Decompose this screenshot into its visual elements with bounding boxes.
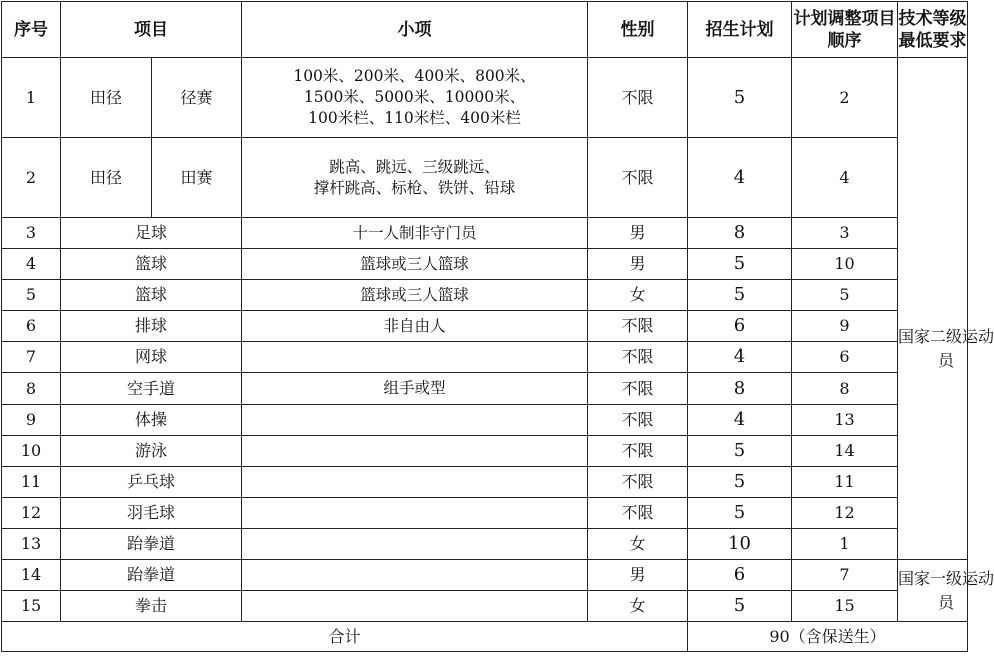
row-project: 拳击 <box>61 591 242 622</box>
row-gender: 不限 <box>588 58 688 138</box>
row-seq: 15 <box>2 591 61 622</box>
row-seq: 10 <box>2 436 61 467</box>
row-items <box>242 311 588 342</box>
row-gender: 不限 <box>588 138 688 218</box>
row-project: 跆拳道 <box>61 560 242 591</box>
row-item-line: 100米、200米、400米、800米、 <box>293 67 536 85</box>
header-row <box>2 2 968 58</box>
row-plan: 4 <box>688 405 792 436</box>
level-1-cell <box>898 560 994 622</box>
row-gender: 女 <box>588 529 688 560</box>
row-order: 11 <box>792 467 898 498</box>
row-gender: 男 <box>588 560 688 591</box>
row-items <box>242 591 588 622</box>
row-gender: 不限 <box>588 467 688 498</box>
total-value: 90（含保送生） <box>688 622 968 652</box>
row-item-line: 100米栏、110米栏、400米栏 <box>308 109 521 127</box>
row-order: 14 <box>792 436 898 467</box>
row-gender: 不限 <box>588 436 688 467</box>
row-seq: 3 <box>2 218 61 249</box>
row-item-line: 篮球或三人篮球 <box>360 285 469 304</box>
row-plan: 10 <box>688 529 792 560</box>
row-plan: 6 <box>688 311 792 342</box>
table-row <box>2 591 968 622</box>
total-row <box>2 622 968 652</box>
row-order: 7 <box>792 560 898 591</box>
row-plan: 5 <box>688 467 792 498</box>
row-order: 13 <box>792 405 898 436</box>
row-project: 田径 <box>61 58 152 138</box>
row-gender: 不限 <box>588 405 688 436</box>
table-row <box>2 280 968 311</box>
row-order: 3 <box>792 218 898 249</box>
row-gender: 女 <box>588 280 688 311</box>
row-project: 篮球 <box>61 280 242 311</box>
row-item-line: 十一人制非守门员 <box>352 223 477 242</box>
row-project: 网球 <box>61 342 242 373</box>
row-item-line: 撑杆跳高、标枪、铁饼、铅球 <box>313 178 516 197</box>
table-row <box>2 529 968 560</box>
row-items <box>242 498 588 529</box>
header-adjust: 计划调整项目顺序 <box>792 2 898 58</box>
row-items <box>242 249 588 280</box>
row-gender: 男 <box>588 218 688 249</box>
row-items <box>242 436 588 467</box>
row-item-line: 组手或型 <box>383 379 446 397</box>
row-plan: 5 <box>688 249 792 280</box>
row-project: 羽毛球 <box>61 498 242 529</box>
row-seq: 9 <box>2 405 61 436</box>
row-items <box>242 560 588 591</box>
row-items <box>242 280 588 311</box>
table-row <box>2 249 968 280</box>
row-plan: 5 <box>688 498 792 529</box>
row-order: 5 <box>792 280 898 311</box>
row-project: 田径 <box>61 138 152 218</box>
row-seq: 8 <box>2 373 61 405</box>
row-item-line: 篮球或三人篮球 <box>360 254 469 273</box>
header-project: 项目 <box>61 2 242 58</box>
row-items <box>242 218 588 249</box>
enrollment-plan-table <box>1 1 994 652</box>
row-seq: 5 <box>2 280 61 311</box>
row-order: 10 <box>792 249 898 280</box>
row-items <box>242 58 588 138</box>
row-items <box>242 529 588 560</box>
row-gender: 女 <box>588 591 688 622</box>
row-project: 足球 <box>61 218 242 249</box>
row-plan: 8 <box>688 373 792 405</box>
row-plan: 5 <box>688 58 792 138</box>
row-order: 6 <box>792 342 898 373</box>
row-seq: 1 <box>2 58 61 138</box>
row-project: 排球 <box>61 311 242 342</box>
row-subproject: 径赛 <box>152 58 242 138</box>
table-row <box>2 138 968 218</box>
level-2-cell <box>898 58 994 560</box>
row-plan: 5 <box>688 280 792 311</box>
table-row <box>2 560 968 591</box>
table-row <box>2 342 968 373</box>
row-project: 乒乓球 <box>61 467 242 498</box>
row-plan: 5 <box>688 436 792 467</box>
row-seq: 14 <box>2 560 61 591</box>
row-plan: 6 <box>688 560 792 591</box>
row-item-line: 1500米、5000米、10000米、 <box>303 88 526 106</box>
row-items <box>242 405 588 436</box>
row-plan: 4 <box>688 138 792 218</box>
row-seq: 4 <box>2 249 61 280</box>
table-row <box>2 58 968 138</box>
row-order: 15 <box>792 591 898 622</box>
row-plan: 8 <box>688 218 792 249</box>
table-row <box>2 436 968 467</box>
header-plan: 招生计划 <box>688 2 792 58</box>
row-seq: 2 <box>2 138 61 218</box>
row-items <box>242 373 588 405</box>
row-project: 体操 <box>61 405 242 436</box>
row-project: 空手道 <box>61 373 242 405</box>
row-gender: 不限 <box>588 342 688 373</box>
table-row <box>2 311 968 342</box>
row-item-line: 非自由人 <box>383 316 446 335</box>
total-label: 合计 <box>2 622 688 652</box>
level-2-label: 国家二级运动员 <box>898 326 994 370</box>
row-subproject: 田赛 <box>152 138 242 218</box>
row-plan: 5 <box>688 591 792 622</box>
row-items <box>242 138 588 218</box>
row-seq: 12 <box>2 498 61 529</box>
row-project: 篮球 <box>61 249 242 280</box>
header-level: 技术等级最低要求 <box>898 2 968 58</box>
table-row <box>2 373 968 405</box>
row-order: 8 <box>792 373 898 405</box>
table-body <box>2 58 994 622</box>
row-seq: 7 <box>2 342 61 373</box>
row-gender: 不限 <box>588 373 688 405</box>
row-order: 9 <box>792 311 898 342</box>
row-gender: 男 <box>588 249 688 280</box>
row-project: 游泳 <box>61 436 242 467</box>
row-plan: 4 <box>688 342 792 373</box>
row-seq: 11 <box>2 467 61 498</box>
row-gender: 不限 <box>588 311 688 342</box>
row-project: 跆拳道 <box>61 529 242 560</box>
row-seq: 6 <box>2 311 61 342</box>
table-row <box>2 498 968 529</box>
table-row <box>2 405 968 436</box>
level-1-label: 国家一级运动员 <box>898 568 994 612</box>
row-order: 12 <box>792 498 898 529</box>
header-seq: 序号 <box>2 2 61 58</box>
row-items <box>242 467 588 498</box>
row-item-line: 跳高、跳远、三级跳远、 <box>329 157 500 176</box>
table-row <box>2 218 968 249</box>
row-gender: 不限 <box>588 498 688 529</box>
row-order: 4 <box>792 138 898 218</box>
row-order: 1 <box>792 529 898 560</box>
row-items <box>242 342 588 373</box>
header-gender: 性别 <box>588 2 688 58</box>
table-row <box>2 467 968 498</box>
row-seq: 13 <box>2 529 61 560</box>
header-sub: 小项 <box>242 2 588 58</box>
row-order: 2 <box>792 58 898 138</box>
